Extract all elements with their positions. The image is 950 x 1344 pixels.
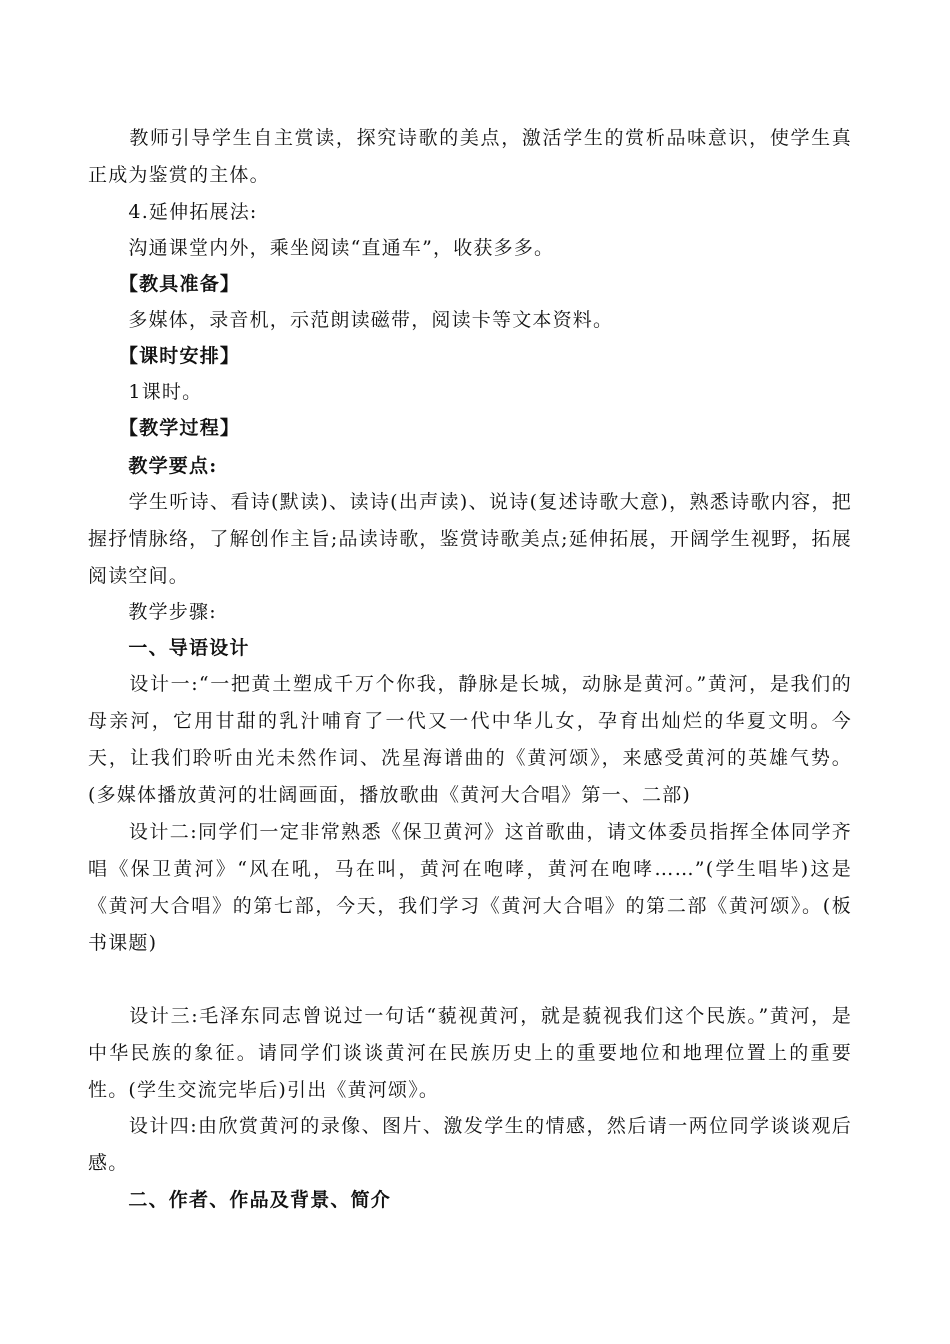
paragraph-teaching-aids: 多媒体，录音机，示范朗读磁带，阅读卡等文本资料。	[88, 309, 614, 331]
paragraph-extension-method: 沟通课堂内外，乘坐阅读“直通车”，收获多多。	[88, 237, 555, 259]
heading-class-schedule: 【课时安排】	[88, 345, 241, 367]
paragraph-design-four: 设计四:由欣赏黄河的录像、图片、激发学生的情感，然后请一两位同学谈谈观后感。	[88, 1115, 852, 1174]
heading-teaching-points: 教学要点:	[88, 455, 218, 477]
heading-teaching-aids: 【教具准备】	[88, 273, 241, 295]
paragraph-design-one: 设计一:“一把黄土塑成千万个你我，静脉是长城，动脉是黄河。”黄河，是我们的母亲河，它用甘甜的乳汁哺育了一代又一代中华儿女，孕育出灿烂的华夏文明。今天，让我们聆听由光未然作词、冼星海谱曲的《黄河颂》，来感受黄河的英雄气势。(多媒体播放黄河的壮阔画面，播放歌曲《黄河大合唱》第一、二部)	[88, 673, 852, 806]
paragraph-class-schedule: 1课时。	[88, 381, 203, 403]
paragraph-teaching-points: 学生听诗、看诗(默读)、读诗(出声读)、说诗(复述诗歌大意)，熟悉诗歌内容，把握抒情脉络，了解创作主旨;品读诗歌，鉴赏诗歌美点;延伸拓展，开阔学生视野，拓展阅读空间。	[88, 491, 852, 587]
heading-teaching-steps: 教学步骤:	[88, 601, 217, 623]
heading-extension-method: 4.延伸拓展法:	[88, 201, 258, 223]
paragraph-design-three: 设计三:毛泽东同志曾说过一句话“藐视黄河，就是藐视我们这个民族。”黄河，是中华民族的象征。请同学们谈谈黄河在民族历史上的重要地位和地理位置上的重要性。(学生交流完毕后)引出《黄河颂》。	[88, 1005, 852, 1101]
heading-author-background: 二、作者、作品及背景、简介	[88, 1189, 392, 1211]
paragraph-appreciation-method: 教师引导学生自主赏读，探究诗歌的美点，激活学生的赏析品味意识，使学生真正成为鉴赏的主体。	[88, 127, 852, 186]
heading-teaching-process: 【教学过程】	[88, 417, 241, 439]
heading-introduction-design: 一、导语设计	[88, 637, 250, 659]
paragraph-design-two: 设计二:同学们一定非常熟悉《保卫黄河》这首歌曲，请文体委员指挥全体同学齐唱《保卫黄河》“风在吼，马在叫，黄河在咆哮，黄河在咆哮……”(学生唱毕)这是《黄河大合唱》的第七部，今天，我们学习《黄河大合唱》的第二部《黄河颂》。(板书课题)	[88, 821, 852, 954]
